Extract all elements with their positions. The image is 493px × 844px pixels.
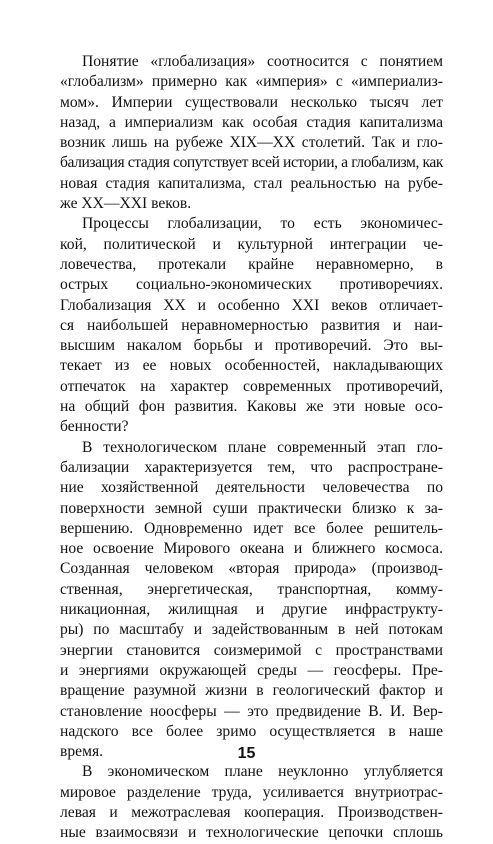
text-line: текает из ее новых особенностей, накладывающих bbox=[60, 357, 443, 375]
text-line: и энергиями окружающей среды — геосферы. Пре- bbox=[60, 661, 443, 679]
text-line: ры) по масштабу и задействованным в ней потокам bbox=[60, 621, 443, 639]
text-line: время. bbox=[60, 743, 104, 761]
text-line: на общий фон развития. Каковы же эти новые осо- bbox=[60, 398, 443, 416]
text-line: Глобализация XX и особенно XXI веков отличает- bbox=[60, 296, 443, 314]
text-line: В технологическом плане современный этап гло- bbox=[82, 438, 443, 456]
text-line: возник лишь на рубеже XIX—XX столетий. Так и гло- bbox=[60, 134, 443, 152]
text-line: В экономическом плане неуклонно углубляется bbox=[82, 763, 443, 781]
text-line: ное освоение Мирового океана и ближнего космоса. bbox=[60, 540, 443, 558]
paragraph-3 bbox=[60, 438, 443, 763]
text-line: бенности? bbox=[60, 418, 129, 436]
text-line: кой, политической и культурной интеграции че- bbox=[60, 235, 443, 253]
text-line: ся наибольшей неравномерностью развития и наи- bbox=[60, 316, 443, 334]
text-line: ные взаимосвязи и технологические цепочки сплошь bbox=[60, 824, 443, 842]
text-line: левая и межотраслевая кооперация. Производствен- bbox=[60, 803, 443, 821]
text-line: острых социально-экономических противоречиях. bbox=[60, 276, 443, 294]
text-line: Созданная человеком «вторая природа» (производ- bbox=[60, 560, 443, 578]
text-line: ственная, энергетическая, транспортная, комму- bbox=[60, 580, 443, 598]
text-line: ловечества, протекали крайне неравномерно, в bbox=[60, 255, 443, 273]
page-number: 15 bbox=[237, 745, 256, 762]
text-line: вращение разумной жизни в геологический фактор и bbox=[60, 682, 443, 700]
text-line: бализации характеризуется тем, что распростране- bbox=[60, 458, 443, 476]
body-text bbox=[60, 52, 443, 844]
text-line: вершению. Одновременно идет все более решитель- bbox=[60, 519, 443, 537]
text-line: же XX—XXI веков. bbox=[60, 195, 192, 213]
text-line: поверхности земной суши практически близко к за- bbox=[60, 499, 443, 517]
text-line: Понятие «глобализация» соотносится с понятием bbox=[82, 53, 443, 70]
text-line: надского все более зримо осуществляется в наше bbox=[60, 722, 443, 740]
text-line: новая стадия капитализма, стал реальностью на рубе- bbox=[60, 174, 443, 192]
paragraph-4 bbox=[60, 762, 443, 843]
text-line: становление ноосферы — это предвидение В. И. Вер- bbox=[60, 702, 443, 720]
text-line: бализация стадия сопутствует всей истории, а глобализм, как bbox=[60, 154, 443, 172]
text-line: высшим накалом борьбы и противоречий. Это вы- bbox=[60, 337, 443, 355]
text-line: ние хозяйственной деятельности человечества по bbox=[60, 479, 443, 497]
text-line: «глобализм» примерно как «империя» с «империализ- bbox=[60, 73, 443, 91]
text-line: назад, а империализм как особая стадия капитализма bbox=[60, 113, 443, 131]
text-line: Процессы глобализации, то есть экономичес- bbox=[82, 215, 443, 233]
text-line: отпечаток на характер современных противоречий, bbox=[60, 377, 443, 395]
paragraph-2 bbox=[60, 214, 443, 437]
text-line: энергии становится соизмеримой с пространствами bbox=[60, 641, 443, 659]
paragraph-1 bbox=[60, 52, 443, 214]
text-line: мировое разделение труда, усиливается внутриотрас- bbox=[60, 783, 443, 801]
text-line: мом». Империи существовали несколько тысяч лет bbox=[60, 93, 443, 111]
text-line: никационная, жилищная и другие инфраструкту- bbox=[60, 601, 443, 619]
